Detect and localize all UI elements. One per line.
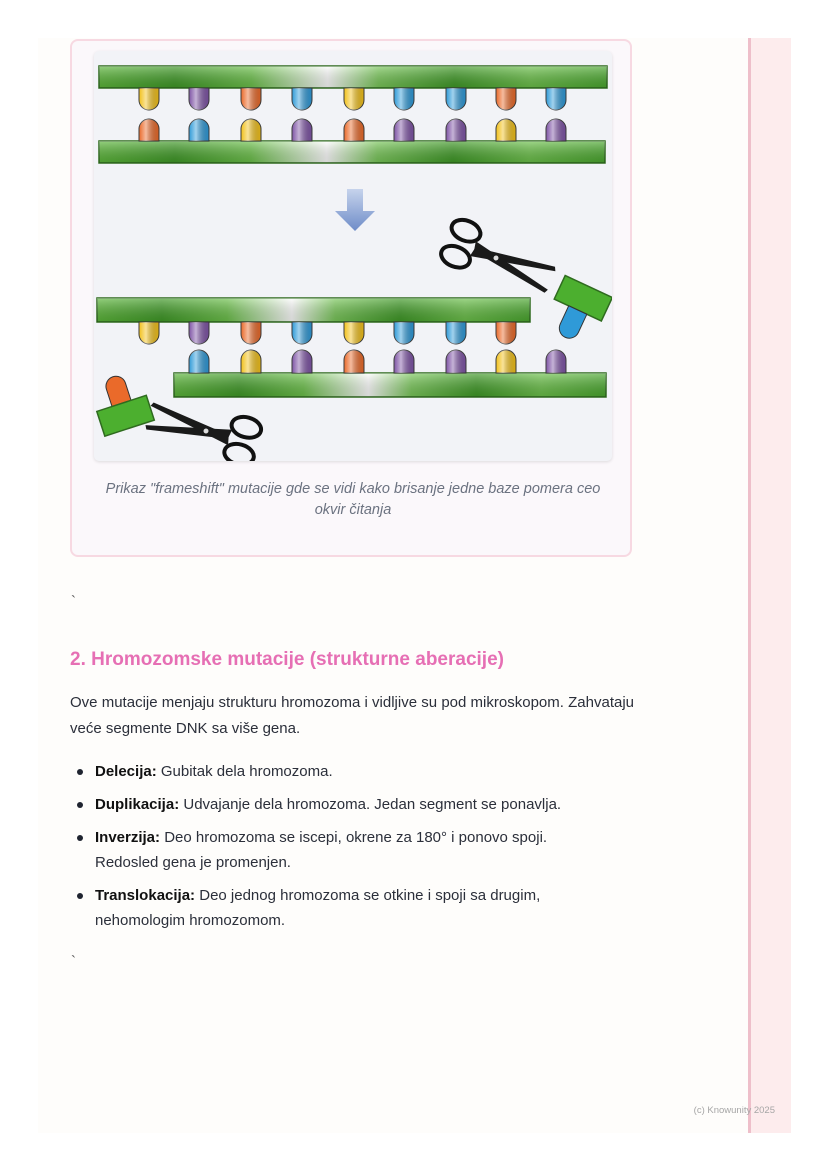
base-highlight [292,88,312,110]
figure-caption: Prikaz "frameshift" mutacije gde se vidi kako brisanje jedne baze pomera ceo okvir čitanja [105,481,601,518]
term-description: Gubitak dela hromozoma. [156,763,333,780]
term-label: Translokacija: [95,887,196,904]
nucleotide-base [394,88,414,110]
base-highlight [189,350,209,373]
frameshift-mutation-illustration [94,51,612,461]
scissors-blade [146,402,234,445]
base-highlight [241,350,261,373]
base-highlight [496,119,516,141]
down-arrow-icon [335,189,375,231]
nucleotide-base [546,88,566,110]
nucleotide-base [394,350,414,373]
base-highlight [241,322,261,344]
scissors-icon [438,216,561,303]
section-heading: 2. Hromozomske mutacije (strukturne aberacije) [70,649,504,670]
base-highlight [344,322,364,344]
nucleotide-base [241,119,261,141]
base-highlight [496,350,516,373]
nucleotide-base [546,119,566,141]
dna-backbone-shade [97,298,530,322]
nucleotide-base [446,119,466,141]
list-item-inverzija [70,825,610,875]
stray-backtick: ` [71,953,76,970]
base-highlight [344,350,364,373]
nucleotide-base [344,350,364,373]
term-description: Deo hromozoma se iscepi, okrene za 180° i ponovo spoji. Redosled gena je promenjen. [95,829,548,871]
nucleotide-base [189,350,209,373]
nucleotide-base [394,322,414,344]
nucleotide-base [344,88,364,110]
figure-card [70,39,632,557]
nucleotide-base [189,119,209,141]
base-highlight [344,119,364,141]
base-highlight [496,322,516,344]
nucleotide-base [292,350,312,373]
base-highlight [139,119,159,141]
base-highlight [496,88,516,110]
nucleotide-base [139,322,159,344]
base-highlight [292,350,312,373]
scissors-blade [144,408,232,451]
scissors-icon [142,392,264,461]
document-page [38,38,791,1133]
nucleotide-base [241,322,261,344]
term-description: Deo jednog hromozoma se otkine i spoji sa drugim, nehomologim hromozomom. [95,887,541,929]
term-label: Duplikacija: [95,796,180,813]
base-highlight [394,88,414,110]
nucleotide-base [496,350,516,373]
base-highlight [446,350,466,373]
nucleotide-base [344,322,364,344]
dna-backbone-shade [99,141,605,163]
scissors-handle [229,414,263,441]
base-highlight [241,88,261,110]
nucleotide-base [292,119,312,141]
nucleotide-base [496,119,516,141]
nucleotide-base [292,322,312,344]
base-highlight [546,350,566,373]
nucleotide-base [446,322,466,344]
base-highlight [446,119,466,141]
nucleotide-base [139,119,159,141]
dna-backbone-shade [99,66,607,88]
term-label: Delecija: [95,763,157,780]
nucleotide-base [241,350,261,373]
scissors-handle [438,242,473,272]
term-label: Inverzija: [95,829,161,846]
nucleotide-base [292,88,312,110]
list-item-delecija [70,759,610,784]
base-highlight [344,88,364,110]
detached-base-right [542,276,612,349]
term-description: Udvajanje dela hromozoma. Jedan segment se ponavlja. [179,796,562,813]
stray-backtick: ` [71,593,76,610]
nucleotide-base [394,119,414,141]
detached-backbone [97,395,154,436]
nucleotide-base [496,322,516,344]
list-item-duplikacija [70,792,610,817]
base-highlight [139,88,159,110]
base-highlight [546,88,566,110]
mutation-types-list [70,759,610,941]
base-highlight [446,88,466,110]
page-margin-strip [748,38,791,1133]
scissors-blade [470,236,557,288]
base-highlight [546,119,566,141]
base-highlight [241,119,261,141]
base-highlight [292,119,312,141]
base-highlight [394,119,414,141]
base-highlight [189,119,209,141]
dna-backbone-shade [174,373,606,397]
section-intro: Ove mutacije menjaju strukturu hromozoma i vidljive su pod mikroskopom. Zahvataju veće segmente DNK sa više gena. [70,694,634,737]
nucleotide-base [446,350,466,373]
nucleotide-base [189,322,209,344]
list-item-translokacija [70,883,610,933]
base-highlight [139,322,159,344]
base-highlight [394,322,414,344]
base-highlight [189,88,209,110]
page-margin-line [748,38,751,1133]
scissors-handle [448,216,483,246]
base-highlight [292,322,312,344]
dna-diagram [94,51,612,461]
nucleotide-base [546,350,566,373]
nucleotide-base [241,88,261,110]
detached-base-left [94,369,154,436]
nucleotide-base [446,88,466,110]
nucleotide-base [344,119,364,141]
base-highlight [446,322,466,344]
nucleotide-base [139,88,159,110]
base-highlight [394,350,414,373]
nucleotide-base [189,88,209,110]
copyright-text: (c) Knowunity 2025 [693,1105,775,1116]
base-highlight [189,322,209,344]
nucleotide-base [496,88,516,110]
